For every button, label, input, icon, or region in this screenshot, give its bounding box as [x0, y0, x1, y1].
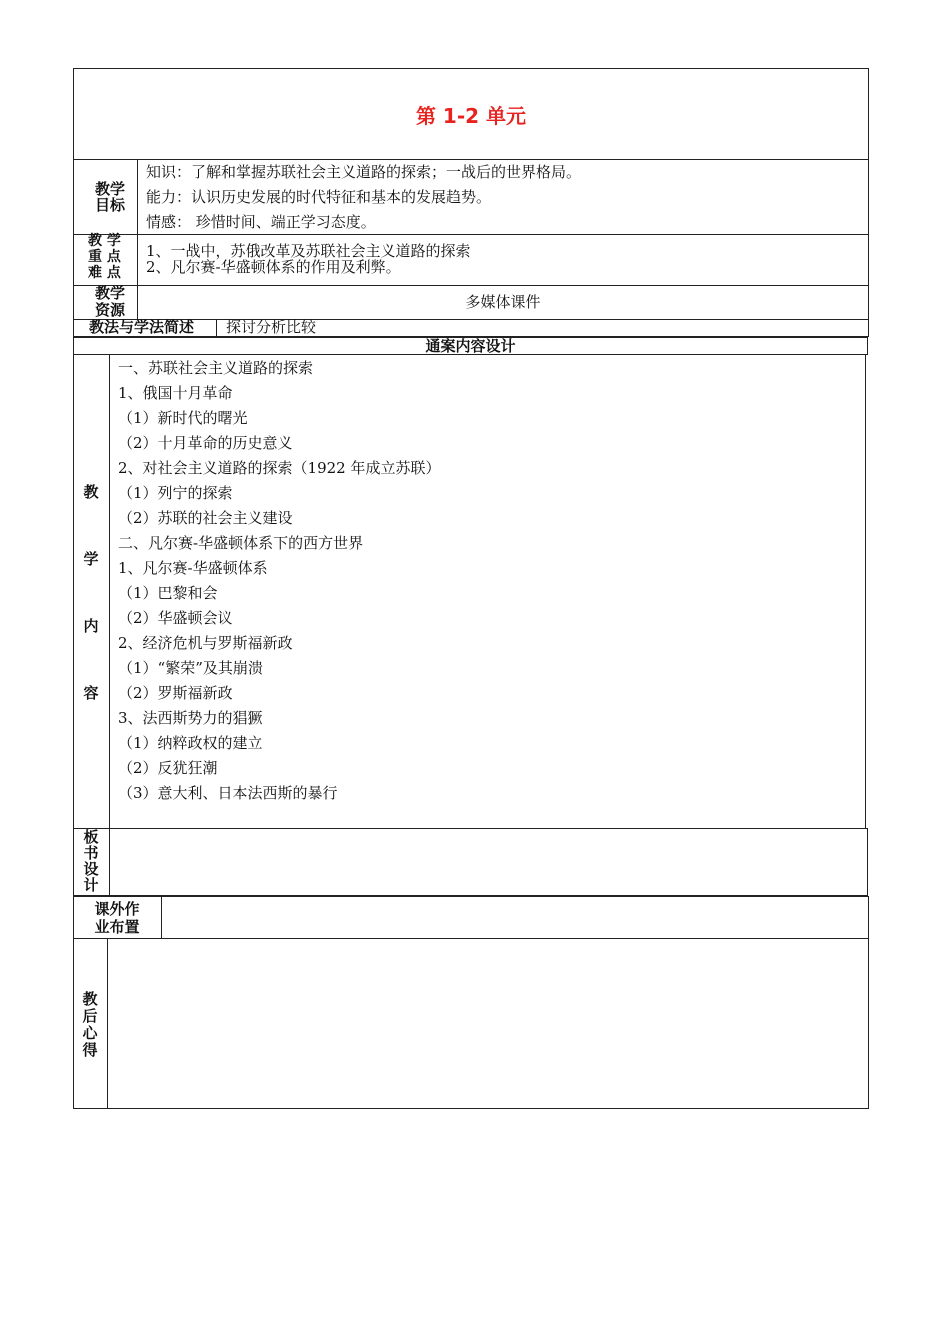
methods-label: 教法与学法简述	[89, 318, 195, 336]
content-line: （2）反犹狂潮	[118, 759, 218, 777]
resources-label-2: 资源	[94, 301, 125, 319]
key-points-label-1: 教 学	[88, 233, 121, 249]
content-line: 1、凡尔赛-华盛顿体系	[118, 559, 268, 577]
content-line: 2、经济危机与罗斯福新政	[118, 634, 293, 652]
content-label-1: 教	[83, 483, 99, 501]
content-line: （3）意大利、日本法西斯的暴行	[118, 784, 338, 802]
objectives-label-1: 教学	[94, 180, 125, 198]
content-line: （1）纳粹政权的建立	[118, 734, 263, 752]
key-point-2: 2、凡尔赛-华盛顿体系的作用及利弊。	[146, 258, 401, 276]
reflection-label-2: 后	[82, 1007, 98, 1025]
content-label-2: 学	[83, 550, 99, 568]
resources-value: 多媒体课件	[465, 293, 541, 311]
resources-label-1: 教学	[94, 284, 125, 302]
content-line: 3、法西斯势力的猖獗	[118, 709, 263, 727]
reflection-row	[73, 938, 869, 1109]
homework-label-2: 业布置	[94, 918, 140, 936]
content-line: 2、对社会主义道路的探索（1922 年成立苏联）	[118, 459, 441, 477]
objectives-emotion: 情感： 珍惜时间、端正学习态度。	[146, 213, 376, 231]
reflection-label-1: 教	[82, 990, 98, 1008]
key-points-label-3: 难 点	[88, 265, 121, 281]
board-label-1: 板	[83, 828, 99, 846]
key-points-label-2: 重 点	[88, 249, 121, 265]
content-line: 一、苏联社会主义道路的探索	[118, 359, 314, 377]
methods-value: 探讨分析比较	[226, 318, 317, 336]
homework-label-1: 课外作	[94, 900, 140, 918]
content-line: （2）苏联的社会主义建设	[118, 509, 293, 527]
board-label-2: 书	[83, 844, 99, 862]
objectives-knowledge: 知识：了解和掌握苏联社会主义道路的探索；一战后的世界格局。	[146, 163, 582, 181]
page-title: 第 1-2 单元	[415, 104, 527, 128]
key-point-1: 1、一战中，苏俄改革及苏联社会主义道路的探索	[146, 242, 471, 260]
objectives-ability: 能力：认识历史发展的时代特征和基本的发展趋势。	[146, 188, 492, 206]
design-header: 通案内容设计	[425, 337, 516, 355]
content-line: （2）华盛顿会议	[118, 609, 233, 627]
content-line: （1）列宁的探索	[118, 484, 233, 502]
content-line: （2）十月革命的历史意义	[118, 434, 293, 452]
content-line: （2）罗斯福新政	[118, 684, 233, 702]
content-line: 二、凡尔赛-华盛顿体系下的西方世界	[118, 534, 364, 552]
objectives-label-2: 目标	[94, 196, 125, 214]
content-line: （1）新时代的曙光	[118, 409, 248, 427]
content-line: （1）巴黎和会	[118, 584, 218, 602]
board-label-4: 计	[83, 876, 99, 894]
content-line: （1）“繁荣”及其崩溃	[118, 659, 263, 677]
content-label-4: 容	[83, 684, 99, 702]
board-design-row	[73, 828, 868, 896]
homework-row	[73, 896, 869, 939]
content-line: 1、俄国十月革命	[118, 384, 233, 402]
reflection-label-3: 心	[82, 1024, 98, 1042]
board-label-3: 设	[83, 860, 99, 878]
reflection-label-4: 得	[82, 1041, 98, 1059]
content-label-3: 内	[83, 617, 99, 635]
